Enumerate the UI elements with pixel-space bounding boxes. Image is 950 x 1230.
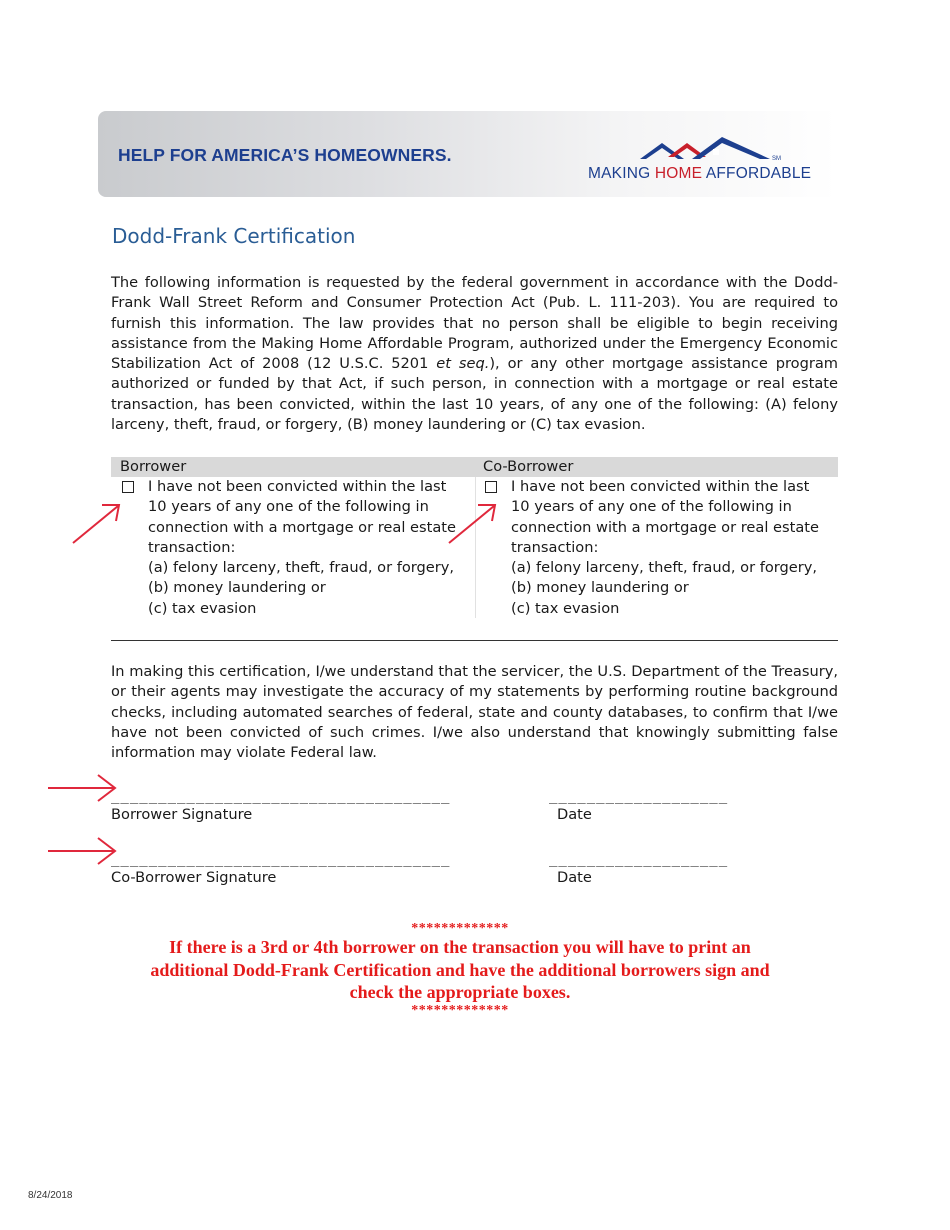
arrow-icon: [444, 500, 500, 548]
service-mark: SM: [772, 156, 781, 162]
arrow-icon: [46, 835, 118, 869]
note-text: If there is a 3rd or 4th borrower on the transaction you will have to print an additional Dodd-Frank Certification and have the additional borrowers sign and check the appropriate boxes.: [150, 937, 770, 1002]
borrower-column-header: Borrower: [120, 458, 187, 475]
coborrower-certification-checkbox[interactable]: [485, 481, 497, 493]
coborrower-signature-label: Co-Borrower Signature: [111, 869, 277, 886]
borrower-signature-label: Borrower Signature: [111, 806, 253, 823]
making-home-affordable-logo: [588, 137, 828, 187]
additional-borrower-note: [140, 922, 780, 1018]
note-stars-top: *************: [411, 921, 509, 936]
header-banner: [98, 111, 838, 197]
understanding-paragraph: In making this certification, I/we understand that the servicer, the U.S. Department of the Treasury, or their agents may investigate the accuracy of my statements by performing routine background checks, including automated searches of federal, state and county databases, to confirm that I/we have not been convicted of such crimes. I/we also understand that knowingly submitting false information may violate Federal law.: [111, 663, 838, 762]
document-title: Dodd-Frank Certification: [112, 224, 356, 248]
borrower-date-line[interactable]: ___________________: [549, 788, 729, 804]
coborrower-date-label: Date: [557, 869, 592, 886]
coborrower-date-line[interactable]: ___________________: [549, 851, 729, 867]
borrower-certification-checkbox[interactable]: [122, 481, 134, 493]
coborrower-certification-text: I have not been convicted within the last 10 years of any one of the following in connection with a mortgage or real estate transaction: (a) felony larceny, theft, fraud, or forgery, (b) money laundering or (c) tax evasion: [511, 478, 819, 617]
borrower-signature-line[interactable]: ____________________________________: [111, 788, 451, 804]
arrow-icon: [46, 772, 118, 806]
intro-paragraph: The following information is requested by the federal government in accordance with the Dodd-Frank Wall Street Reform and Consumer Protection Act (Pub. L. 111-203). You are required to furnish this information. The law provides that no person shall be eligible to begin receiving assistance from the Making Home Affordable Program, authorized under the Emergency Economic Stabilization Act of 2008 (12 U.S.C. 5201 et seq.), or any other mortgage assistance program authorized or funded by that Act, if such person, in connection with a mortgage or real estate transaction, has been convicted, within the last 10 years, of any one of the following: (A) felony larceny, theft, fraud, or forgery, (B) money laundering or (C) tax evasion.: [111, 274, 838, 434]
houses-icon: [640, 137, 770, 163]
arrow-icon: [68, 500, 124, 548]
borrower-date-label: Date: [557, 806, 592, 823]
certification-table-header: [111, 457, 838, 477]
banner-title: HELP FOR AMERICA’S HOMEOWNERS.: [118, 145, 452, 165]
note-stars-bottom: *************: [411, 1002, 509, 1018]
coborrower-column-header: Co-Borrower: [483, 458, 574, 475]
logo-wordmark: MAKING HOME AFFORDABLE: [588, 165, 812, 182]
footer-date: 8/24/2018: [28, 1190, 73, 1201]
table-bottom-rule: [111, 640, 838, 641]
borrower-certification-text: I have not been convicted within the last 10 years of any one of the following in connection with a mortgage or real estate transaction: (a) felony larceny, theft, fraud, or forgery, (b) money laundering or (c) tax evasion: [148, 478, 456, 617]
coborrower-signature-line[interactable]: ____________________________________: [111, 851, 451, 867]
